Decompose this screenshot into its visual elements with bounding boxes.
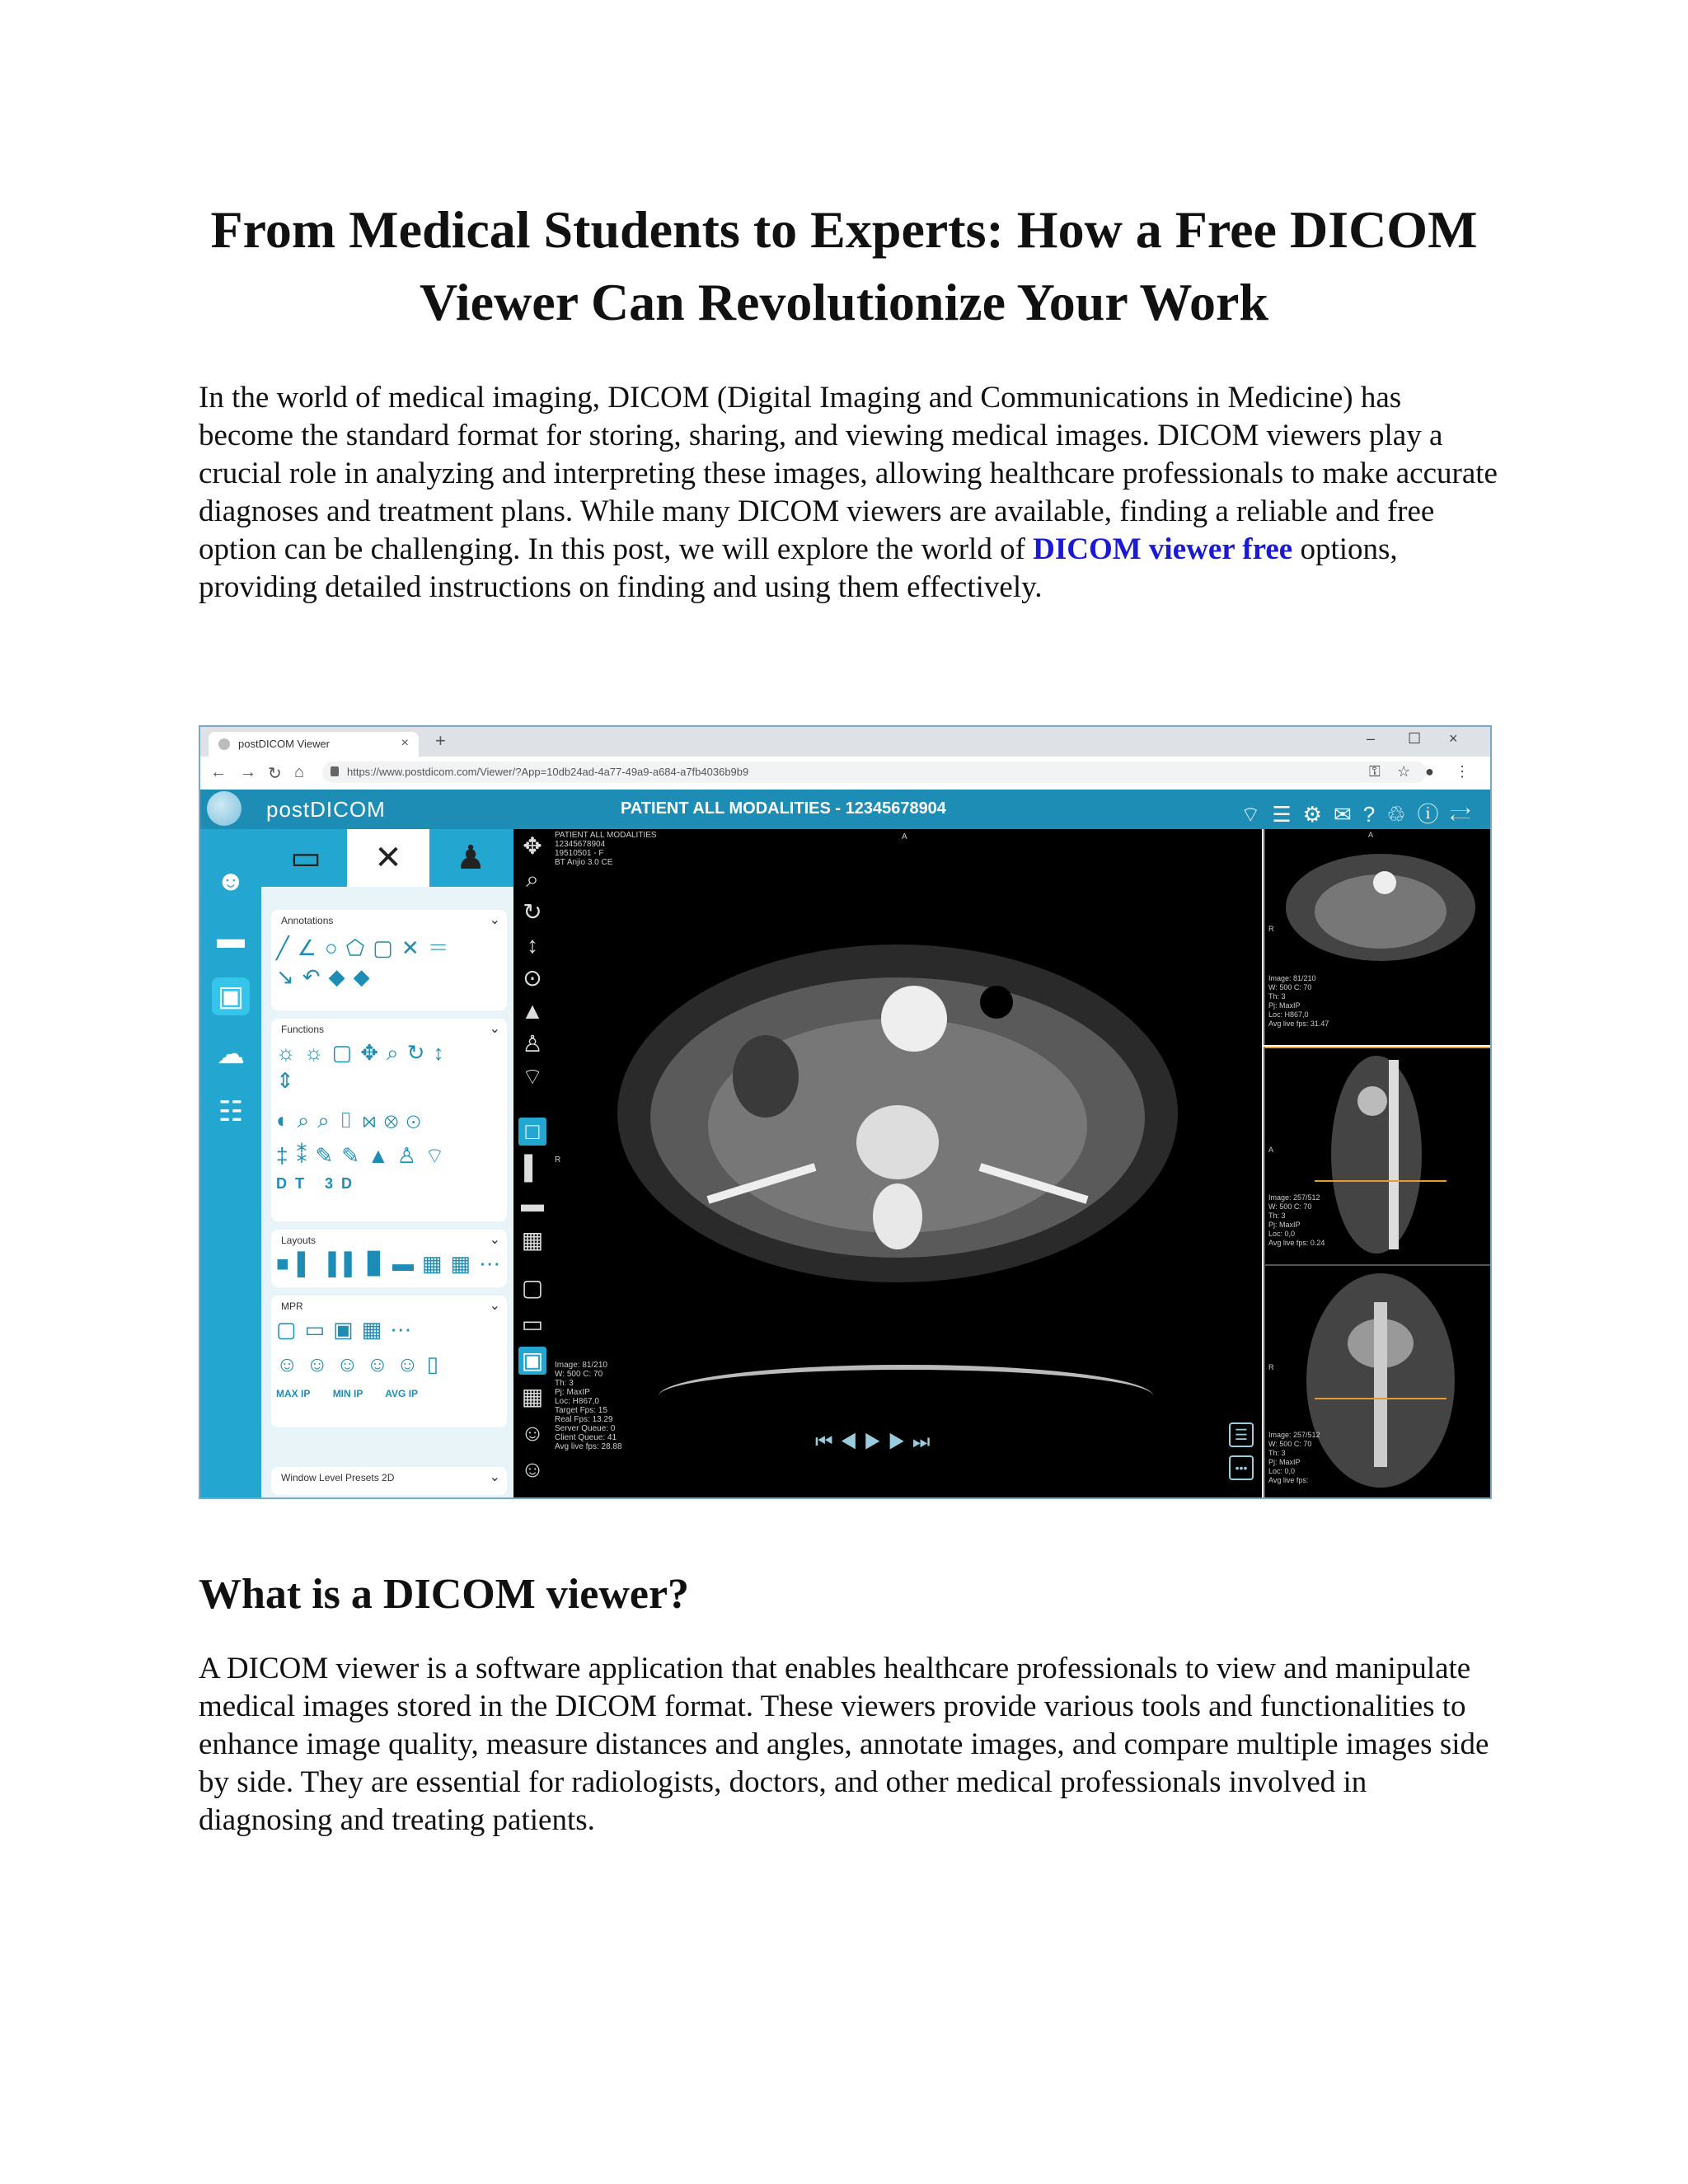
- upload-cloud-icon[interactable]: ☁: [217, 1038, 245, 1070]
- layout-2col-icon[interactable]: ▌: [524, 1155, 541, 1180]
- tools-tab-icon[interactable]: ✕: [347, 829, 429, 887]
- patients-icon[interactable]: ☻: [216, 865, 246, 897]
- viewer-screenshot: [199, 725, 1492, 1499]
- chevron-down-icon[interactable]: ⌄: [489, 1299, 500, 1313]
- rotate-icon[interactable]: ↻: [523, 899, 542, 925]
- minimize-icon[interactable]: –: [1367, 730, 1376, 747]
- ct-sagittal-thumb: [1315, 1052, 1438, 1258]
- app-header: [200, 790, 1490, 829]
- sagittal-ref-line: [1315, 1180, 1447, 1182]
- chevron-down-icon[interactable]: ⌄: [489, 1233, 500, 1247]
- intro-text-end: options, providing detailed instructions on finding and using them effectively.: [199, 532, 1398, 604]
- min-ip-button[interactable]: MIN IP: [332, 1388, 363, 1399]
- mpr-tools[interactable]: ▢▭▣▦⋯: [276, 1317, 420, 1342]
- new-tab-icon[interactable]: +: [435, 730, 446, 751]
- coronal-ref-line: [1315, 1398, 1447, 1399]
- chevron-down-icon[interactable]: ⌄: [489, 1470, 500, 1484]
- user-tab-icon[interactable]: ♟: [456, 840, 485, 876]
- mpr-header[interactable]: MPR: [281, 1301, 303, 1312]
- star-icon[interactable]: ☆: [1397, 763, 1411, 780]
- mpr-projection[interactable]: [276, 1388, 418, 1399]
- app-logo: postDICOM: [266, 797, 386, 822]
- max-ip-button[interactable]: MAX IP: [276, 1388, 311, 1399]
- layout-grid-icon[interactable]: ▦: [521, 1227, 544, 1253]
- functions-section: [271, 1019, 507, 1221]
- maximize-icon[interactable]: ☐: [1408, 730, 1422, 747]
- panel-tabs: [261, 829, 513, 887]
- side-view-coronal[interactable]: [1264, 1264, 1492, 1499]
- function-tools-2[interactable]: ⇕: [276, 1068, 302, 1093]
- url-field[interactable]: [322, 762, 1427, 783]
- layout-2row-icon[interactable]: ▬: [521, 1191, 544, 1216]
- orientation-left: R: [555, 1155, 561, 1165]
- patient-title: PATIENT ALL MODALITIES - 12345678904: [621, 799, 946, 818]
- orientation-top: A: [902, 832, 907, 841]
- image-info-overlay: Image: 81/210 W: 500 C: 70 Th: 3 Pj: MaxIP Loc: H867,0 Target Fps: 15 Real Fps: 13.29 Server Queue: 0 Client Queue: 41 Avg live fps: 28.88: [555, 1361, 622, 1451]
- intro-text: In the world of medical imaging, DICOM (Digital Imaging and Communications in Medicine) has become the standard format for storing, sharing, and viewing medical images. DICOM viewers play a crucial role in analyzing and interpreting these images, allowing healthcare professionals to make accurate diagnoses and treatment plans. While many DICOM viewers are available, finding a reliable and free option can be challenging. In this post, we will explore the world of: [199, 381, 1498, 566]
- mpr-4-icon[interactable]: ▦: [521, 1384, 544, 1409]
- mpr-3-icon[interactable]: ▣: [518, 1347, 546, 1375]
- side1-info: Image: 81/210 W: 500 C: 70 Th: 3 Pj: MaxIP Loc: H867,0 Avg live fps: 31.47: [1268, 974, 1329, 1028]
- 3d-button[interactable]: 3D: [325, 1175, 361, 1192]
- function-tools-5[interactable]: [276, 1175, 360, 1193]
- side3-info: Image: 257/512 W: 500 C: 70 Th: 3 Pj: MaxIP Loc: 0,0 Avg live fps:: [1268, 1431, 1320, 1484]
- search-list-icon[interactable]: ☷: [218, 1096, 244, 1127]
- dicom-viewer-free-link[interactable]: DICOM viewer free: [1033, 532, 1293, 566]
- side3-orient: R: [1268, 1363, 1274, 1371]
- function-tools-4[interactable]: ‡⁑✎✎▲♙⌔: [276, 1143, 453, 1168]
- url-text: https://www.postdicom.com/Viewer/?App=10db24ad-4a77-49a9-a684-a7fb4036b9b9: [347, 766, 749, 778]
- scroll-icon[interactable]: ↕: [527, 932, 538, 958]
- cine-player-controls[interactable]: ⏮◀▶▶⏭: [815, 1431, 937, 1453]
- header-toolbar[interactable]: ⌔☰⚙✉?♲ⓘ⇄: [1240, 802, 1482, 827]
- left-nav: [200, 829, 261, 1499]
- more-options-icon[interactable]: •••: [1229, 1455, 1254, 1480]
- browser-tab[interactable]: [209, 732, 419, 757]
- cine-icon[interactable]: ⊙: [523, 965, 542, 991]
- key-icon[interactable]: ⚿: [1369, 763, 1381, 780]
- tag-icon[interactable]: ⌔: [521, 1064, 544, 1090]
- layout-tools[interactable]: ■▌▐▌▊▬▦▦⋯: [276, 1251, 509, 1276]
- patient-overlay: PATIENT ALL MODALITIES 12345678904 19510501 - F BT Anjio 3.0 CE: [555, 831, 657, 867]
- browser-tabbar: [200, 727, 1490, 757]
- layouts-section: [271, 1230, 507, 1287]
- monitor-tab-icon[interactable]: ▭: [290, 840, 321, 876]
- close-tab-icon[interactable]: ×: [401, 736, 409, 750]
- person-icon[interactable]: ♙: [522, 1031, 543, 1057]
- article-title: From Medical Students to Experts: How a Free DICOM Viewer Can Revolutionize Your Work: [210, 200, 1478, 331]
- profile-icon[interactable]: ●: [1425, 763, 1434, 780]
- mpr-1-icon[interactable]: ▢: [521, 1275, 544, 1301]
- head-side-icon[interactable]: ☺: [520, 1456, 545, 1482]
- globe-logo-icon: [207, 791, 241, 826]
- viewer-toolbar: [513, 829, 551, 1499]
- annotation-tools[interactable]: ╱∠○⬠▢✕＝: [276, 935, 457, 960]
- chevron-down-icon[interactable]: ⌄: [489, 913, 500, 927]
- address-bar: [200, 757, 1490, 790]
- function-tools[interactable]: ☼☼▢✥⌕↻↕: [276, 1040, 452, 1065]
- ct-axial-thumb: [1282, 846, 1479, 969]
- forward-icon[interactable]: →: [240, 763, 256, 781]
- presets-section: [271, 1467, 507, 1495]
- avg-ip-button[interactable]: AVG IP: [385, 1388, 419, 1399]
- viewer-icon[interactable]: ▣: [212, 977, 250, 1015]
- home-icon[interactable]: ⌂: [294, 763, 305, 781]
- chevron-down-icon[interactable]: ⌄: [489, 1022, 500, 1036]
- dt-button[interactable]: DT: [276, 1175, 312, 1192]
- side-view-axial[interactable]: [1264, 829, 1492, 1045]
- folder-icon[interactable]: ▬: [217, 923, 245, 954]
- reload-icon[interactable]: ↻: [268, 765, 282, 783]
- side-view-sagittal[interactable]: [1264, 1047, 1492, 1264]
- back-icon[interactable]: ←: [210, 763, 227, 781]
- annotation-tools-2[interactable]: ↘↶◆◆: [276, 964, 378, 989]
- ct-coronal-thumb: [1298, 1269, 1463, 1492]
- mpr-tools-2[interactable]: ☺☺☺☺☺▯: [276, 1352, 448, 1376]
- annotations-section: [271, 910, 507, 1010]
- functions-header[interactable]: Functions: [281, 1024, 325, 1035]
- side1-orient-left: R: [1268, 925, 1274, 933]
- list-menu-icon[interactable]: ☰: [1229, 1422, 1254, 1447]
- annotations-header[interactable]: Annotations: [281, 915, 334, 926]
- lock-icon: [331, 766, 339, 776]
- main-viewport[interactable]: [551, 829, 1262, 1499]
- presets-header[interactable]: Window Level Presets 2D: [281, 1472, 395, 1483]
- tab-title: postDICOM Viewer: [238, 738, 331, 750]
- head-front-icon[interactable]: ☺: [520, 1420, 545, 1446]
- side2-orient: A: [1268, 1146, 1274, 1154]
- section-paragraph: A DICOM viewer is a software application that enables healthcare professionals to view and manipulate medical images stored in the DICOM format. These viewers provide various tools and functionalities to enhance image quality, measure distances and angles, annotate images, and compare multiple images side by side. They are essential for radiologists, doctors, and other medical professionals involved in diagnosing and treating patients.: [199, 1652, 1489, 1837]
- mpr-section: [271, 1296, 507, 1427]
- menu-icon[interactable]: ⋮: [1455, 763, 1470, 780]
- lock-icon[interactable]: ▲: [521, 998, 544, 1024]
- layouts-header[interactable]: Layouts: [281, 1235, 316, 1246]
- side2-info: Image: 257/512 W: 500 C: 70 Th: 3 Pj: MaxIP Loc: 0,0 Avg live fps: 0.24: [1268, 1193, 1325, 1247]
- intro-paragraph: [199, 379, 1501, 607]
- function-tools-3[interactable]: ◐⌕⌕▯⋈⊗⊙: [276, 1108, 429, 1132]
- favicon-icon: [218, 738, 230, 750]
- layout-1x1-icon[interactable]: □: [518, 1118, 546, 1146]
- section-heading: What is a DICOM viewer?: [199, 1571, 690, 1618]
- pan-icon[interactable]: ✥: [523, 833, 542, 859]
- zoom-icon[interactable]: ⌕: [526, 866, 539, 892]
- tools-panel: [261, 829, 513, 1499]
- mpr-2-icon[interactable]: ▭: [521, 1311, 544, 1337]
- table-arc: [659, 1365, 1153, 1427]
- side1-orient-top: A: [1368, 831, 1374, 839]
- close-window-icon[interactable]: ×: [1449, 730, 1458, 747]
- ct-axial-image: [601, 936, 1194, 1291]
